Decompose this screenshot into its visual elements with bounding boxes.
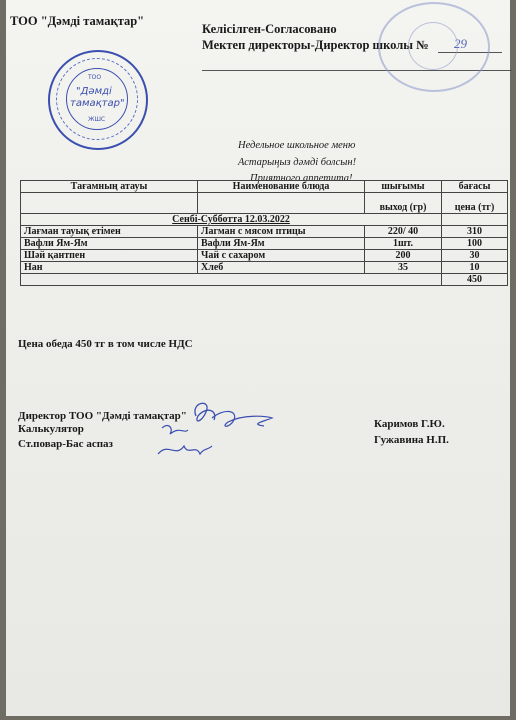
footer-cook: Ст.повар-Бас аспаз [18, 438, 113, 450]
table-row [21, 250, 508, 262]
school-number: 29 [454, 36, 467, 51]
footer-name1: Каримов Г.Ю. [374, 418, 445, 430]
dish-rus: Вафли Ям-Ям [198, 238, 365, 250]
dish-rus: Чай с сахаром [198, 250, 365, 262]
footer-calculator: Калькулятор [18, 423, 84, 435]
dish-rus: Хлеб [198, 262, 365, 274]
company-seal-stamp [48, 50, 148, 150]
header-price-kaz: бағасы [442, 181, 508, 193]
day-label: Сенбі-Субботта 12.03.2022 [21, 214, 442, 226]
dish-price: 100 [442, 238, 508, 250]
dish-price: 30 [442, 250, 508, 262]
menu-wish-rus: Приятного аппетита! [250, 173, 353, 184]
dish-kaz: Вафли Ям-Ям [21, 238, 198, 250]
dish-yield: 1шт. [365, 238, 442, 250]
table-row [21, 226, 508, 238]
header-yield-rus: выход (гр) [365, 193, 442, 214]
dish-kaz: Нан [21, 262, 198, 274]
price-note: Цена обеда 450 тг в том числе НДС [18, 338, 193, 350]
footer-director: Директор ТОО "Дәмді тамақтар" [18, 410, 187, 422]
seal-name-line2: тамақтар" [70, 98, 125, 109]
handwritten-signatures [154, 398, 294, 468]
footer-name2: Гужавина Н.П. [374, 434, 449, 446]
menu-wish-kaz: Астарыңыз дәмді болсын! [238, 157, 357, 168]
dish-price: 10 [442, 262, 508, 274]
dish-kaz: Шәй қантпен [21, 250, 198, 262]
total-price: 450 [442, 274, 508, 286]
header-kaz-name: Тағамның атауы [21, 181, 198, 193]
menu-title: Недельное школьное меню [238, 140, 356, 151]
header-rus-name: Наименование блюда [198, 181, 365, 193]
header-price-rus: цена (тг) [442, 193, 508, 214]
menu-table [20, 180, 508, 286]
seal-name-line1: "Дәмді [76, 86, 112, 97]
header-yield-kaz: шығымы [365, 181, 442, 193]
state-seal-stamp [378, 2, 490, 92]
dish-kaz: Лағман тауық етімен [21, 226, 198, 238]
dish-yield: 35 [365, 262, 442, 274]
dish-price: 310 [442, 226, 508, 238]
menu-document [6, 0, 510, 716]
approval-label: Келісілген-Согласовано [202, 22, 337, 36]
dish-rus: Лагман с мясом птицы [198, 226, 365, 238]
school-director-label: Мектеп директоры-Директор школы № [202, 38, 429, 52]
table-row [21, 238, 508, 250]
seal-abbr-bottom: ЖШС [88, 116, 106, 123]
seal-abbr-top: ТОО [88, 74, 102, 81]
company-name: ТОО "Дәмді тамақтар" [10, 14, 145, 28]
dish-yield: 220/ 40 [365, 226, 442, 238]
dish-yield: 200 [365, 250, 442, 262]
table-row [21, 262, 508, 274]
